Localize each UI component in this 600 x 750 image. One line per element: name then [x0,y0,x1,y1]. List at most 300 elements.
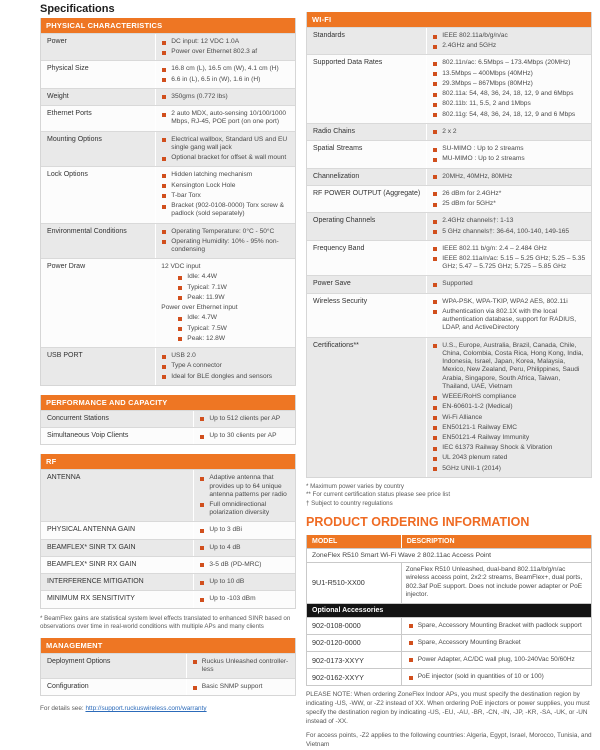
bullet-icon [162,184,166,188]
spec-row [41,539,295,556]
ordering-notes [306,691,592,750]
bullet-icon [433,447,437,451]
spec-item-text: Basic SNMP support [201,683,263,691]
bullet-icon [200,529,204,533]
spec-item [159,92,292,102]
spec-item-text: IEEE 802.11 b/g/n: 2.4 – 2.484 GHz [442,244,547,252]
bullet-icon [409,624,413,628]
spec-value [426,276,591,292]
spec-item-text: IEEE 802.11a/n/ac: 5.15 – 5.25 GHz; 5.25 – 5.35 GHz; 5.47 – 5.725 GHz; 5.725 – 5.85 GHz [442,254,586,271]
spec-label: Channelization [313,172,360,180]
bullet-icon [433,467,437,471]
accessory-text: Power Adapter, AC/DC wall plug, 100-240Vac 50/60Hz [417,655,575,663]
accessory-text: Spare, Accessory Mounting Bracket with padlock support [417,621,582,629]
spec-label: Standards [313,32,345,39]
spec-item [430,189,588,199]
spec-item-text: Operating Humidity: 10% - 95% non-condensing [171,237,279,253]
physical-characteristics-table [40,18,296,386]
spec-label: ANTENNA [47,474,81,482]
spec-item [159,303,292,313]
accessory-row [307,617,591,634]
spec-row [41,105,295,130]
bullet-icon [433,192,437,196]
spec-value [155,259,295,347]
spec-item-text: 5 GHz channels†: 36-64, 100-140, 149-165 [442,227,570,235]
spec-item [159,372,292,382]
bullet-icon [200,598,204,602]
spec-item-text: 12 VDC input [161,263,201,271]
spec-item-text: Up to 3 dBi [209,526,243,534]
spec-label: Spatial Streams [313,145,363,153]
spec-item-text: 2 x 2 [442,127,457,135]
spec-value [426,141,591,167]
spec-value [186,654,295,678]
spec-value [193,522,295,538]
bullet-icon [433,130,437,134]
spec-item [159,109,292,127]
spec-item [197,473,292,500]
spec-item [159,201,292,219]
spec-value [155,132,295,167]
model-cell: 902-0162-XXYY [312,672,364,682]
spec-row [41,573,295,590]
bullet-icon [433,93,437,97]
spec-item [430,227,588,237]
spec-item [197,560,292,570]
bullet-icon [433,426,437,430]
spec-item [159,262,292,272]
spec-item-text: 25 dBm for 5GHz* [442,200,496,208]
warranty-details-line [40,705,296,712]
bullet-icon [433,344,437,348]
bullet-icon [162,194,166,198]
spec-item-text: Power over Ethernet 802.3 af [171,48,258,56]
rf-table [40,454,296,608]
spec-item-text: USB 2.0 [171,352,196,360]
spec-item [430,402,588,412]
bullet-icon [162,41,166,45]
spec-row [41,223,295,259]
spec-row [307,123,591,140]
spec-value [155,106,295,130]
spec-item-text: Ruckus Unleashed controller-less [201,657,289,673]
spec-value [155,167,295,222]
spec-label: PHYSICAL ANTENNA GAIN [47,526,136,534]
spec-item-text: 2.4GHz and 5GHz [442,42,497,50]
spec-value [426,241,591,276]
spec-item [159,64,292,74]
spec-row [307,27,591,54]
spec-item-text: 26 dBm for 2.4GHz* [442,189,502,197]
footnote-max-power: * Maximum power varies by country [306,482,404,490]
bullet-icon [433,175,437,179]
spec-label: Mounting Options [47,135,102,143]
bullet-icon [409,658,413,662]
spec-item-text: 29.3Mbps – 867Mbps (80MHz) [442,79,533,87]
spec-value [155,348,295,385]
spec-label: Certifications** [313,341,359,349]
spec-item [159,47,292,57]
spec-label: USB PORT [47,352,83,360]
model-cell: 9U1-R510-XX00 [312,578,365,588]
bullet-icon [433,82,437,86]
spec-row [307,337,591,477]
spec-item [430,464,588,474]
spec-item [430,413,588,423]
spec-value [155,61,295,87]
description-cell [401,669,591,685]
spec-item-text: Up to 30 clients per AP [209,432,277,440]
footnote-certification: ** For current certification status please see price list [306,491,451,499]
spec-item [430,127,588,137]
ordering-header-row [307,535,591,548]
bullet-icon [433,220,437,224]
spec-item [430,216,588,226]
section-header: WI-FI [307,12,591,27]
spec-item [430,172,588,182]
spec-label: Simultaneous Voip Clients [47,432,129,440]
spec-label: BEAMFLEX* SINR RX GAIN [47,560,137,568]
spec-item [197,594,292,604]
bullet-icon [200,563,204,567]
spec-value [426,213,591,239]
spec-item [159,227,292,237]
bullet-icon [162,95,166,99]
spec-item [159,37,292,47]
accessory-text: PoE injector (sold in quantities of 10 or 100) [417,673,544,681]
spec-row [307,275,591,292]
performance-capacity-table [40,395,296,445]
spec-label: Deployment Options [47,657,111,665]
bullet-icon [162,205,166,209]
spec-label: Supported Data Rates [313,59,383,67]
warranty-link[interactable]: http://support.ruckuswireless.com/warranty [85,705,207,713]
bullet-icon [200,503,204,507]
spec-value [426,294,591,337]
spec-item [430,392,588,402]
spec-item-text: Optional bracket for offset & wall mount [171,154,287,162]
bullet-icon [409,676,413,680]
spec-row [41,556,295,573]
bullet-icon [162,78,166,82]
spec-item [190,682,292,692]
spec-label: Ethernet Ports [47,110,92,118]
spec-item [159,191,292,201]
accessory-row [307,651,591,668]
spec-item [430,297,588,307]
footnote-country: † Subject to country regulations [306,499,393,507]
spec-item [175,334,292,344]
spec-item-text: T-bar Torx [171,191,201,199]
spec-item-text: UL 2043 plenum rated [442,454,508,462]
bullet-icon [162,240,166,244]
spec-item-text: Type A connector [171,362,222,370]
spec-value [426,338,591,477]
spec-item-text: 802.11a: 54, 48, 36, 24, 18, 12, 9 and 6Mbps [442,90,574,98]
spec-item-text: EN50121-4 Railway Immunity [442,433,530,441]
right-column [306,12,592,750]
beamflex-footnote: * BeamFlex gains are statistical system level effects translated to enhanced SINR based on observations over time in real-world conditions with multiple APs and many clients [40,614,291,630]
accessory-row [307,668,591,685]
spec-item-text: 2 auto MDX, auto-sensing 10/100/1000 Mbps, RJ-45, POE port (on one port) [171,110,287,126]
spec-item [430,41,588,51]
spec-item [159,170,292,180]
spec-item [430,199,588,209]
bullet-icon [178,296,182,300]
spec-row [307,293,591,337]
spec-item-text: 802.11n/ac: 6.5Mbps – 173.4Mbps (20MHz) [442,59,571,67]
section-header: PERFORMANCE AND CAPACITY [41,395,295,410]
spec-item [430,254,588,272]
spec-item [430,244,588,254]
spec-item [159,351,292,361]
spec-item-text: 16.8 cm (L), 16.5 cm (W), 4.1 cm (H) [171,65,279,73]
spec-label: Wireless Security [313,297,368,305]
spec-item-text: Supported [442,280,473,288]
spec-item-text: IEC 61373 Railway Shock & Vibration [442,444,553,452]
spec-row [41,653,295,678]
bullet-icon [193,686,197,690]
spec-item-text: Up to 10 dB [209,578,245,586]
spec-row [41,33,295,60]
spec-item [175,272,292,282]
spec-row [41,258,295,347]
model-cell: 902-0120-0000 [312,638,361,648]
spec-item-text: Idle: 4.7W [187,314,217,322]
spec-item-text: SU-MIMO : Up to 2 streams [442,145,524,153]
spec-item [430,279,588,289]
bullet-icon [162,157,166,161]
model-column-header: MODEL [312,537,338,545]
spec-item [159,181,292,191]
bullet-icon [162,113,166,117]
spec-item [159,237,292,255]
spec-row [41,88,295,105]
spec-item-text: Authentication via 802.1X with the local authentication database, support for RADIUS, LDAP, and ActiveDirectory [442,307,577,332]
management-table [40,638,296,697]
spec-row [41,521,295,538]
optional-accessories-bar: Optional Accessories [307,603,591,617]
spec-row [307,168,591,185]
spec-item [430,443,588,453]
spec-item [430,341,588,392]
spec-item-text: EN50121-1 Railway EMC [442,423,518,431]
bullet-icon [433,406,437,410]
spec-item-text: Up to -103 dBm [209,595,256,603]
spec-item-text: Idle: 4.4W [187,273,217,281]
spec-item-text: Up to 4 dB [209,543,241,551]
spec-value [155,224,295,259]
spec-item [430,433,588,443]
bullet-icon [162,375,166,379]
spec-item-text: Power over Ethernet input [161,304,238,312]
bullet-icon [200,435,204,439]
spec-value [193,470,295,521]
spec-item [430,154,588,164]
ordering-note-regions: PLEASE NOTE: When ordering ZoneFlex Indoor APs, you must specify the destination region by indicating -US, -WW, or -Z2 instead of XX. When ordering PoE injectors or power supplies, you must specify the destination region by indicating -US, -EU, -AU, -BR, -CN, -IN, -JP, -KR, -SA, -UK, or -UN instead of -XX. [306,691,590,726]
spec-item-text: Up to 512 clients per AP [209,414,281,422]
spec-item [175,293,292,303]
spec-item-text: Kensington Lock Hole [171,181,236,189]
spec-row [41,131,295,167]
description-column-header: DESCRIPTION [401,535,591,548]
spec-item-text: 350gms (0.772 lbs) [171,92,228,100]
spec-row [41,410,295,427]
model-cell: 902-0173-XXYY [312,655,364,665]
spec-item-text: Typical: 7.5W [187,324,227,332]
spec-value [193,540,295,556]
product-family-row: ZoneFlex R510 Smart Wi-Fi Wave 2 802.11ac Access Point [307,548,591,562]
spec-item [430,423,588,433]
spec-label: BEAMFLEX* SINR TX GAIN [47,543,136,551]
wifi-table [306,12,592,478]
description-cell [401,652,591,668]
spec-item [197,500,292,518]
bullet-icon [162,174,166,178]
spec-item-text: Wi-Fi Alliance [442,413,483,421]
spec-item [430,58,588,68]
spec-value [426,124,591,140]
description-cell [401,635,591,651]
spec-item [430,144,588,154]
spec-value [193,574,295,590]
bullet-icon [433,396,437,400]
ordering-heading: PRODUCT ORDERING INFORMATION [306,514,530,529]
spec-item [430,31,588,41]
spec-item-text: 20MHz, 40MHz, 80MHz [442,172,513,180]
spec-item [175,313,292,323]
section-header: RF [41,454,295,469]
spec-item-text: 802.11b: 11, 5.5, 2 and 1Mbps [442,100,531,108]
spec-row [307,54,591,122]
bullet-icon [200,477,204,481]
spec-row [41,347,295,385]
spec-label: Power Save [313,280,351,288]
accessory-text: Spare, Accessory Mounting Bracket [417,638,521,646]
spec-row [307,185,591,212]
spec-item-text: Typical: 7.1W [187,283,227,291]
spec-row [41,427,295,444]
spec-label: Configuration [47,683,89,691]
bullet-icon [433,457,437,461]
spec-row [41,166,295,222]
spec-value [426,28,591,54]
section-header: MANAGEMENT [41,638,295,653]
spec-label: Weight [47,92,69,100]
bullet-icon [433,310,437,314]
spec-item-text: 2.4GHz channels†: 1-13 [442,217,514,225]
spec-item-text: Peak: 12.8W [187,334,226,342]
spec-item-text: 13.5Mbps – 400Mbps (40MHz) [442,69,533,77]
spec-label: Environmental Conditions [47,227,127,235]
spec-item-text: WPA-PSK, WPA-TKIP, WPA2 AES, 802.11i [442,297,568,305]
bullet-icon [200,546,204,550]
spec-label: INTERFERENCE MITIGATION [47,578,144,586]
bullet-icon [433,257,437,261]
spec-item-text: Electrical wallbox, Standard US and EU single gang wall jack [171,135,288,151]
ordering-table [306,535,592,686]
spec-value [193,428,295,444]
description-cell [401,618,591,634]
spec-row [307,140,591,167]
spec-item-text: Peak: 11.9W [187,293,225,301]
spec-item-text: MU-MIMO : Up to 2 streams [442,155,525,163]
spec-label: Power [47,38,67,45]
spec-value [186,679,295,695]
spec-item-text: 3-5 dB (PD-MRC) [209,560,262,568]
bullet-icon [433,103,437,107]
spec-label: Power Draw [47,263,86,271]
spec-row [307,240,591,276]
spec-item [430,99,588,109]
description-cell: ZoneFlex R510 Unleashed, dual-band 802.11a/b/g/n/ac wireless access point, 2x2:2 streams, BeamFlex+, dual ports, 802.3af PoE support. Does not include power adapter or PoE injector. [401,563,591,603]
bullet-icon [409,641,413,645]
spec-label: Frequency Band [313,244,365,252]
ordering-note-z2: For access points, -Z2 applies to the following countries: Algeria, Egypt, Israel, Morocco, Tunisia, and Vietnam [306,732,592,749]
bullet-icon [433,283,437,287]
spec-label: Lock Options [47,171,88,179]
spec-item [430,89,588,99]
spec-item-text: 5GHz UNII-1 (2014) [442,464,501,472]
spec-item [430,79,588,89]
bullet-icon [162,355,166,359]
spec-value [155,89,295,105]
spec-item-text: WEEE/RoHS compliance [442,393,517,401]
spec-value [193,591,295,607]
bullet-icon [200,581,204,585]
bullet-icon [433,436,437,440]
spec-label: RF POWER OUTPUT (Aggregate) [313,189,421,197]
accessory-desc [406,621,587,631]
spec-item [430,110,588,120]
accessory-desc [406,655,587,665]
spec-item [175,283,292,293]
spec-item-text: EN-60601-1-2 (Medical) [442,403,513,411]
spec-item [430,69,588,79]
accessory-desc [406,672,587,682]
wifi-footnotes [306,483,592,508]
spec-label: Physical Size [47,65,89,73]
model-cell: 902-0108-0000 [312,621,361,631]
bullet-icon [162,138,166,142]
bullet-icon [433,72,437,76]
spec-item [159,153,292,163]
spec-value [155,34,295,60]
bullet-icon [162,365,166,369]
bullet-icon [433,230,437,234]
spec-item-text: Operating Temperature: 0°C - 50°C [171,227,275,235]
spec-item [197,577,292,587]
spec-row [41,678,295,695]
spec-item-text: 6.6 in (L), 6.5 in (W), 1.6 in (H) [171,75,261,83]
spec-item-text: Full omnidirectional polarization diversity [209,500,270,517]
bullet-icon [433,45,437,49]
bullet-icon [433,158,437,162]
spec-item-text: Adaptive antenna that provides up to 64 unique antenna patterns per radio [209,474,287,498]
spec-item-text: Bracket (902-0108-0000) Torx screw & padlock (sold separately) [171,202,285,218]
spec-value [426,55,591,122]
bullet-icon [162,230,166,234]
bullet-icon [433,203,437,207]
bullet-icon [178,337,182,341]
spec-item-text: Ideal for BLE dongles and sensors [171,372,273,380]
spec-item [197,525,292,535]
spec-item [430,453,588,463]
warranty-details-prefix: For details see: [40,705,86,713]
bullet-icon [433,416,437,420]
spec-item [430,307,588,334]
left-column [40,3,296,719]
